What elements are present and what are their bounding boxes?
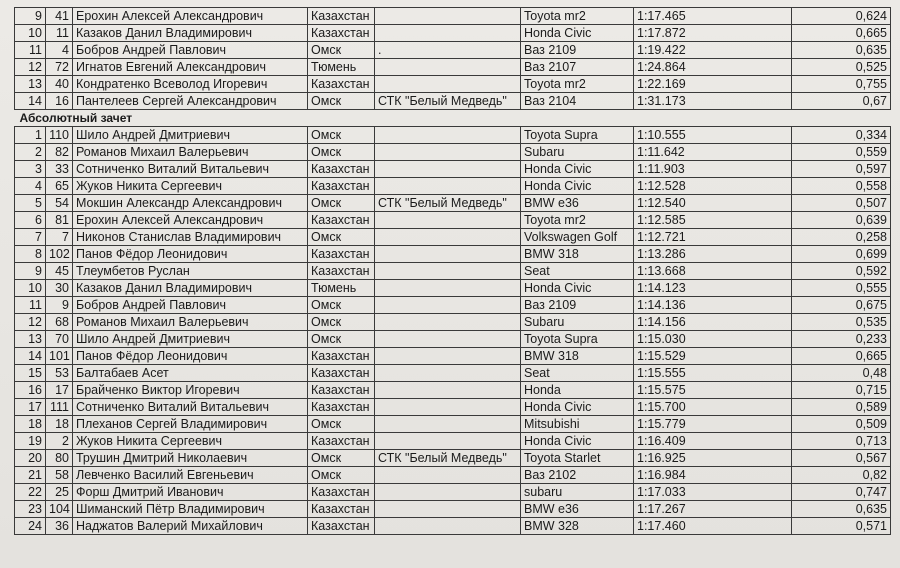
- car-model-cell: BMW e36: [521, 501, 634, 518]
- score-cell: 0,675: [792, 297, 891, 314]
- table-row: [15, 246, 891, 263]
- city-cell: Казахстан: [308, 501, 375, 518]
- position-cell: 10: [15, 25, 46, 42]
- car-model-cell: Toyota mr2: [521, 76, 634, 93]
- car-model-cell: Seat: [521, 365, 634, 382]
- driver-name-cell: Кондратенко Всеволод Игоревич: [73, 76, 308, 93]
- city-cell: Тюмень: [308, 59, 375, 76]
- driver-name-cell: Бобров Андрей Павлович: [73, 42, 308, 59]
- table-row: [15, 127, 891, 144]
- score-cell: 0,699: [792, 246, 891, 263]
- position-cell: 14: [15, 93, 46, 110]
- score-cell: 0,535: [792, 314, 891, 331]
- car-number-cell: 2: [46, 433, 73, 450]
- car-number-cell: 41: [46, 8, 73, 25]
- car-number-cell: 104: [46, 501, 73, 518]
- team-cell: [375, 25, 521, 42]
- city-cell: Казахстан: [308, 76, 375, 93]
- score-cell: 0,713: [792, 433, 891, 450]
- team-cell: [375, 280, 521, 297]
- team-cell: [375, 59, 521, 76]
- team-cell: [375, 161, 521, 178]
- score-cell: 0,334: [792, 127, 891, 144]
- car-number-cell: 110: [46, 127, 73, 144]
- score-cell: 0,559: [792, 144, 891, 161]
- driver-name-cell: Панов Фёдор Леонидович: [73, 246, 308, 263]
- driver-name-cell: Бобров Андрей Павлович: [73, 297, 308, 314]
- lap-time-cell: 1:10.555: [634, 127, 792, 144]
- score-cell: 0,509: [792, 416, 891, 433]
- car-model-cell: Honda Civic: [521, 433, 634, 450]
- score-cell: 0,624: [792, 8, 891, 25]
- team-cell: [375, 365, 521, 382]
- car-model-cell: Toyota Starlet: [521, 450, 634, 467]
- car-number-cell: 16: [46, 93, 73, 110]
- score-cell: 0,48: [792, 365, 891, 382]
- score-cell: 0,567: [792, 450, 891, 467]
- score-cell: 0,635: [792, 501, 891, 518]
- team-cell: [375, 331, 521, 348]
- car-number-cell: 18: [46, 416, 73, 433]
- car-model-cell: Honda Civic: [521, 178, 634, 195]
- team-cell: [375, 433, 521, 450]
- car-model-cell: Ваз 2109: [521, 42, 634, 59]
- car-number-cell: 4: [46, 42, 73, 59]
- lap-time-cell: 1:24.864: [634, 59, 792, 76]
- score-cell: 0,635: [792, 42, 891, 59]
- car-model-cell: Ваз 2102: [521, 467, 634, 484]
- car-model-cell: Ваз 2107: [521, 59, 634, 76]
- city-cell: Казахстан: [308, 348, 375, 365]
- car-model-cell: BMW e36: [521, 195, 634, 212]
- driver-name-cell: Ерохин Алексей Александрович: [73, 8, 308, 25]
- team-cell: [375, 501, 521, 518]
- table-row: [15, 8, 891, 25]
- city-cell: Омск: [308, 314, 375, 331]
- car-model-cell: Ваз 2104: [521, 93, 634, 110]
- table-row: [15, 93, 891, 110]
- car-number-cell: 25: [46, 484, 73, 501]
- city-cell: Омск: [308, 450, 375, 467]
- score-cell: 0,507: [792, 195, 891, 212]
- car-model-cell: Honda Civic: [521, 399, 634, 416]
- car-model-cell: Honda Civic: [521, 280, 634, 297]
- position-cell: 9: [15, 8, 46, 25]
- team-cell: [375, 76, 521, 93]
- car-number-cell: 11: [46, 25, 73, 42]
- car-number-cell: 17: [46, 382, 73, 399]
- lap-time-cell: 1:12.528: [634, 178, 792, 195]
- car-number-cell: 111: [46, 399, 73, 416]
- car-model-cell: BMW 328: [521, 518, 634, 535]
- position-cell: 4: [15, 178, 46, 195]
- table-row: [15, 161, 891, 178]
- score-cell: 0,558: [792, 178, 891, 195]
- table-row: [15, 59, 891, 76]
- car-number-cell: 80: [46, 450, 73, 467]
- driver-name-cell: Казаков Данил Владимирович: [73, 280, 308, 297]
- city-cell: Омск: [308, 467, 375, 484]
- score-cell: 0,665: [792, 25, 891, 42]
- score-cell: 0,258: [792, 229, 891, 246]
- position-cell: 10: [15, 280, 46, 297]
- car-number-cell: 36: [46, 518, 73, 535]
- table-row: [15, 433, 891, 450]
- car-number-cell: 102: [46, 246, 73, 263]
- lap-time-cell: 1:15.555: [634, 365, 792, 382]
- car-model-cell: Honda Civic: [521, 25, 634, 42]
- city-cell: Казахстан: [308, 161, 375, 178]
- team-cell: [375, 212, 521, 229]
- score-cell: 0,525: [792, 59, 891, 76]
- team-cell: [375, 263, 521, 280]
- position-cell: 24: [15, 518, 46, 535]
- team-cell: СТК "Белый Медведь": [375, 450, 521, 467]
- table-row: [15, 314, 891, 331]
- city-cell: Тюмень: [308, 280, 375, 297]
- lap-time-cell: 1:17.460: [634, 518, 792, 535]
- table-row: [15, 144, 891, 161]
- lap-time-cell: 1:15.700: [634, 399, 792, 416]
- table-row: [15, 501, 891, 518]
- driver-name-cell: Трушин Дмитрий Николаевич: [73, 450, 308, 467]
- lap-time-cell: 1:17.267: [634, 501, 792, 518]
- city-cell: Казахстан: [308, 263, 375, 280]
- team-cell: [375, 518, 521, 535]
- driver-name-cell: Мокшин Александр Александрович: [73, 195, 308, 212]
- table-row: [15, 382, 891, 399]
- city-cell: Казахстан: [308, 484, 375, 501]
- car-number-cell: 45: [46, 263, 73, 280]
- position-cell: 8: [15, 246, 46, 263]
- lap-time-cell: 1:13.668: [634, 263, 792, 280]
- car-model-cell: Honda Civic: [521, 161, 634, 178]
- score-cell: 0,665: [792, 348, 891, 365]
- table-row: [15, 450, 891, 467]
- driver-name-cell: Пантелеев Сергей Александрович: [73, 93, 308, 110]
- car-number-cell: 53: [46, 365, 73, 382]
- position-cell: 1: [15, 127, 46, 144]
- score-cell: 0,592: [792, 263, 891, 280]
- team-cell: [375, 314, 521, 331]
- table-row: [15, 399, 891, 416]
- position-cell: 7: [15, 229, 46, 246]
- lap-time-cell: 1:16.409: [634, 433, 792, 450]
- lap-time-cell: 1:16.925: [634, 450, 792, 467]
- position-cell: 22: [15, 484, 46, 501]
- lap-time-cell: 1:11.903: [634, 161, 792, 178]
- lap-time-cell: 1:12.721: [634, 229, 792, 246]
- score-cell: 0,639: [792, 212, 891, 229]
- position-cell: 18: [15, 416, 46, 433]
- lap-time-cell: 1:17.033: [634, 484, 792, 501]
- table-row: [15, 484, 891, 501]
- car-number-cell: 40: [46, 76, 73, 93]
- city-cell: Омск: [308, 416, 375, 433]
- lap-time-cell: 1:14.156: [634, 314, 792, 331]
- table-row: [15, 229, 891, 246]
- driver-name-cell: Сотниченко Виталий Витальевич: [73, 161, 308, 178]
- position-cell: 11: [15, 42, 46, 59]
- score-cell: 0,571: [792, 518, 891, 535]
- car-number-cell: 9: [46, 297, 73, 314]
- lap-time-cell: 1:14.136: [634, 297, 792, 314]
- score-cell: 0,755: [792, 76, 891, 93]
- car-model-cell: Toyota Supra: [521, 127, 634, 144]
- car-number-cell: 33: [46, 161, 73, 178]
- position-cell: 16: [15, 382, 46, 399]
- lap-time-cell: 1:15.529: [634, 348, 792, 365]
- score-cell: 0,747: [792, 484, 891, 501]
- lap-time-cell: 1:15.030: [634, 331, 792, 348]
- car-number-cell: 7: [46, 229, 73, 246]
- car-number-cell: 65: [46, 178, 73, 195]
- car-model-cell: BMW 318: [521, 348, 634, 365]
- driver-name-cell: Ерохин Алексей Александрович: [73, 212, 308, 229]
- table-row: [15, 348, 891, 365]
- table-row: [15, 365, 891, 382]
- car-model-cell: Subaru: [521, 144, 634, 161]
- city-cell: Омск: [308, 127, 375, 144]
- team-cell: [375, 484, 521, 501]
- city-cell: Казахстан: [308, 25, 375, 42]
- city-cell: Омск: [308, 195, 375, 212]
- driver-name-cell: Казаков Данил Владимирович: [73, 25, 308, 42]
- position-cell: 5: [15, 195, 46, 212]
- driver-name-cell: Шило Андрей Дмитриевич: [73, 331, 308, 348]
- score-cell: 0,82: [792, 467, 891, 484]
- driver-name-cell: Жуков Никита Сергеевич: [73, 433, 308, 450]
- team-cell: [375, 399, 521, 416]
- car-model-cell: Seat: [521, 263, 634, 280]
- car-number-cell: 58: [46, 467, 73, 484]
- team-cell: [375, 382, 521, 399]
- driver-name-cell: Тлеумбетов Руслан: [73, 263, 308, 280]
- driver-name-cell: Сотниченко Виталий Витальевич: [73, 399, 308, 416]
- team-cell: СТК "Белый Медведь": [375, 195, 521, 212]
- team-cell: [375, 297, 521, 314]
- city-cell: Казахстан: [308, 433, 375, 450]
- city-cell: Омск: [308, 93, 375, 110]
- section-row: [15, 110, 891, 127]
- position-cell: 13: [15, 331, 46, 348]
- driver-name-cell: Брайченко Виктор Игоревич: [73, 382, 308, 399]
- lap-time-cell: 1:12.540: [634, 195, 792, 212]
- lap-time-cell: 1:11.642: [634, 144, 792, 161]
- car-model-cell: Ваз 2109: [521, 297, 634, 314]
- driver-name-cell: Шиманский Пётр Владимирович: [73, 501, 308, 518]
- driver-name-cell: Шило Андрей Дмитриевич: [73, 127, 308, 144]
- city-cell: Казахстан: [308, 382, 375, 399]
- table-row: [15, 297, 891, 314]
- position-cell: 9: [15, 263, 46, 280]
- car-model-cell: Toyota Supra: [521, 331, 634, 348]
- position-cell: 17: [15, 399, 46, 416]
- team-cell: [375, 229, 521, 246]
- city-cell: Омск: [308, 144, 375, 161]
- results-table: [14, 7, 891, 535]
- city-cell: Омск: [308, 297, 375, 314]
- car-number-cell: 30: [46, 280, 73, 297]
- city-cell: Казахстан: [308, 518, 375, 535]
- team-cell: [375, 246, 521, 263]
- table-row: [15, 416, 891, 433]
- position-cell: 19: [15, 433, 46, 450]
- car-number-cell: 101: [46, 348, 73, 365]
- car-model-cell: BMW 318: [521, 246, 634, 263]
- table-row: [15, 42, 891, 59]
- team-cell: [375, 178, 521, 195]
- driver-name-cell: Романов Михаил Валерьевич: [73, 314, 308, 331]
- lap-time-cell: 1:17.872: [634, 25, 792, 42]
- driver-name-cell: Наджатов Валерий Михайлович: [73, 518, 308, 535]
- table-row: [15, 263, 891, 280]
- position-cell: 2: [15, 144, 46, 161]
- table-row: [15, 518, 891, 535]
- score-cell: 0,589: [792, 399, 891, 416]
- table-row: [15, 331, 891, 348]
- driver-name-cell: Форш Дмитрий Иванович: [73, 484, 308, 501]
- table-row: [15, 467, 891, 484]
- position-cell: 3: [15, 161, 46, 178]
- team-cell: СТК "Белый Медведь": [375, 93, 521, 110]
- team-cell: [375, 467, 521, 484]
- car-model-cell: Toyota mr2: [521, 8, 634, 25]
- table-row: [15, 195, 891, 212]
- position-cell: 23: [15, 501, 46, 518]
- score-cell: 0,67: [792, 93, 891, 110]
- driver-name-cell: Романов Михаил Валерьевич: [73, 144, 308, 161]
- driver-name-cell: Жуков Никита Сергеевич: [73, 178, 308, 195]
- car-model-cell: Toyota mr2: [521, 212, 634, 229]
- lap-time-cell: 1:16.984: [634, 467, 792, 484]
- car-number-cell: 82: [46, 144, 73, 161]
- lap-time-cell: 1:31.173: [634, 93, 792, 110]
- car-number-cell: 72: [46, 59, 73, 76]
- team-cell: [375, 144, 521, 161]
- city-cell: Казахстан: [308, 178, 375, 195]
- car-number-cell: 81: [46, 212, 73, 229]
- car-model-cell: subaru: [521, 484, 634, 501]
- lap-time-cell: 1:15.575: [634, 382, 792, 399]
- position-cell: 12: [15, 314, 46, 331]
- position-cell: 20: [15, 450, 46, 467]
- driver-name-cell: Панов Фёдор Леонидович: [73, 348, 308, 365]
- driver-name-cell: Плеханов Сергей Владимирович: [73, 416, 308, 433]
- position-cell: 21: [15, 467, 46, 484]
- team-cell: [375, 416, 521, 433]
- table-row: [15, 25, 891, 42]
- lap-time-cell: 1:13.286: [634, 246, 792, 263]
- position-cell: 11: [15, 297, 46, 314]
- city-cell: Казахстан: [308, 365, 375, 382]
- lap-time-cell: 1:15.779: [634, 416, 792, 433]
- position-cell: 6: [15, 212, 46, 229]
- score-cell: 0,715: [792, 382, 891, 399]
- lap-time-cell: 1:12.585: [634, 212, 792, 229]
- table-row: [15, 178, 891, 195]
- team-cell: [375, 348, 521, 365]
- score-cell: 0,555: [792, 280, 891, 297]
- team-cell: [375, 127, 521, 144]
- position-cell: 14: [15, 348, 46, 365]
- position-cell: 15: [15, 365, 46, 382]
- lap-time-cell: 1:17.465: [634, 8, 792, 25]
- table-row: [15, 280, 891, 297]
- car-number-cell: 70: [46, 331, 73, 348]
- car-model-cell: Honda: [521, 382, 634, 399]
- position-cell: 12: [15, 59, 46, 76]
- lap-time-cell: 1:19.422: [634, 42, 792, 59]
- city-cell: Казахстан: [308, 8, 375, 25]
- city-cell: Омск: [308, 42, 375, 59]
- city-cell: Омск: [308, 331, 375, 348]
- car-model-cell: Volkswagen Golf: [521, 229, 634, 246]
- driver-name-cell: Балтабаев Асет: [73, 365, 308, 382]
- section-title: Абсолютный зачет: [15, 110, 891, 127]
- results-table-body: [15, 8, 891, 535]
- table-row: [15, 212, 891, 229]
- lap-time-cell: 1:22.169: [634, 76, 792, 93]
- score-cell: 0,233: [792, 331, 891, 348]
- team-cell: .: [375, 42, 521, 59]
- car-model-cell: Mitsubishi: [521, 416, 634, 433]
- city-cell: Казахстан: [308, 399, 375, 416]
- car-number-cell: 68: [46, 314, 73, 331]
- driver-name-cell: Никонов Станислав Владимирович: [73, 229, 308, 246]
- driver-name-cell: Левченко Василий Евгеньевич: [73, 467, 308, 484]
- city-cell: Омск: [308, 229, 375, 246]
- car-model-cell: Subaru: [521, 314, 634, 331]
- team-cell: [375, 8, 521, 25]
- city-cell: Казахстан: [308, 246, 375, 263]
- driver-name-cell: Игнатов Евгений Александрович: [73, 59, 308, 76]
- car-number-cell: 54: [46, 195, 73, 212]
- lap-time-cell: 1:14.123: [634, 280, 792, 297]
- table-row: [15, 76, 891, 93]
- position-cell: 13: [15, 76, 46, 93]
- city-cell: Казахстан: [308, 212, 375, 229]
- score-cell: 0,597: [792, 161, 891, 178]
